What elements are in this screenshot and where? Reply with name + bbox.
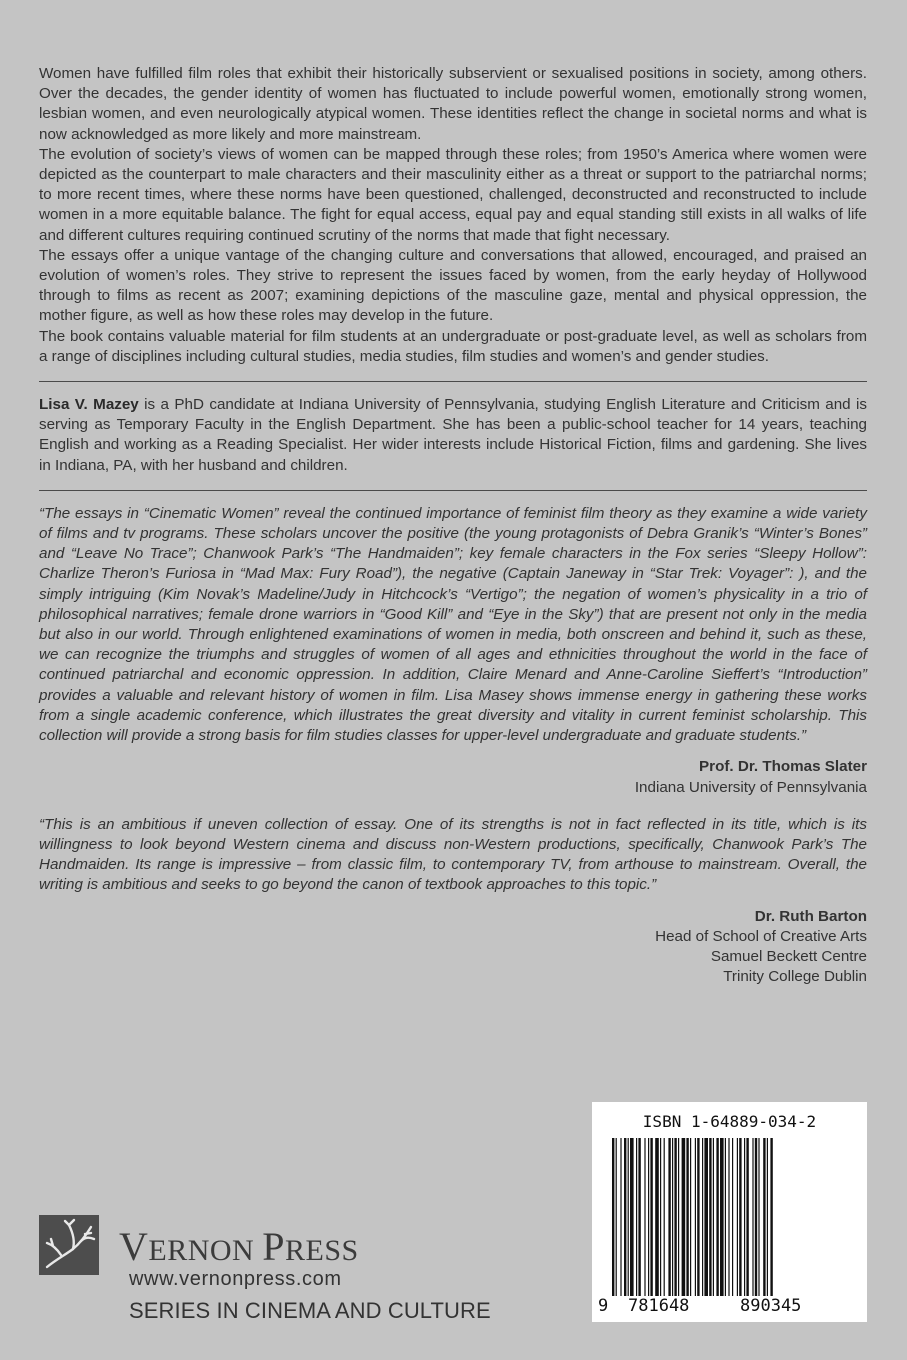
review-quote: “This is an ambitious if uneven collection of essay. One of its strengths is not in fact reflected in its title, which is its willingness to look beyond Western cinema and discuss non-Western productions, specifically, Chanwook Park’s The Handmaiden. Its range is impressive – from classic film, to contemporary TV, from arthouse to mainstream. Overall, the writing is ambitious and seeks to go beyond the canon of textbook approaches to this topic.” bbox=[39, 815, 867, 894]
publisher-url: www.vernonpress.com bbox=[129, 1268, 342, 1290]
barcode-bar bbox=[636, 1138, 637, 1296]
barcode-bar bbox=[758, 1138, 759, 1296]
reviewer-affiliation: Head of School of Creative Arts bbox=[655, 927, 867, 945]
reviewer-affiliation: Indiana University of Pennsylvania bbox=[634, 778, 867, 796]
barcode-bar bbox=[744, 1138, 745, 1296]
barcode-bar bbox=[668, 1138, 670, 1296]
description-paragraph-3: The essays offer a unique vantage of the changing culture and conversations that allowed, encouraged, and praised an evolution of women’s roles. They strive to represent the issues faced by women, from the early heyday of Hollywood through to films as recent as 2007; examining depictions of the masculine gaze, mental and physical oppression, the mother figure, as well as how these roles may develop in the future. bbox=[39, 246, 867, 325]
series-title: SERIES IN CINEMA AND CULTURE bbox=[129, 1298, 491, 1323]
description-paragraph-1: Women have fulfilled film roles that exhibit their historically subservient or sexualised positions in society, among others. Over the decades, the gender identity of women has fluctuated to include powerful women, emotionally strong women, lesbian women, and even neurologically atypical women. These identities reflect the change in societal norms and what is now acknowledged as more likely and more mainstream. bbox=[39, 65, 867, 143]
barcode-bar bbox=[650, 1138, 652, 1296]
barcode-bar bbox=[713, 1138, 714, 1296]
barcode-bar bbox=[616, 1138, 617, 1296]
barcode-bar bbox=[737, 1138, 738, 1296]
barcode-bar bbox=[690, 1138, 691, 1296]
author-bio bbox=[39, 395, 867, 476]
barcode-bar bbox=[732, 1138, 733, 1296]
ean-left-group: 781648 bbox=[628, 1296, 690, 1316]
barcode-bar bbox=[709, 1138, 711, 1296]
barcode-bar bbox=[767, 1138, 768, 1296]
review-1 bbox=[39, 504, 867, 798]
barcode-bar bbox=[697, 1138, 699, 1296]
barcode-bar bbox=[755, 1138, 757, 1296]
barcode-bar bbox=[695, 1138, 696, 1296]
barcode-bar bbox=[739, 1138, 741, 1296]
barcode-bar bbox=[648, 1138, 649, 1296]
reviewer-affiliation: Samuel Beckett Centre bbox=[710, 947, 867, 965]
book-description bbox=[39, 64, 867, 367]
barcode-bar bbox=[763, 1138, 765, 1296]
ean-right-group: 890345 bbox=[740, 1296, 802, 1316]
barcode-bar bbox=[664, 1138, 665, 1296]
review-attribution bbox=[39, 757, 867, 797]
barcode-bar bbox=[678, 1138, 679, 1296]
review-quote: “The essays in “Cinematic Women” reveal the continued importance of feminist film theory as they examine a wide variety of films and tv programs. These scholars uncover the positive (the young protagonists of Debra Granik’s “Winter’s Bones” and “Leave No Trace”; Chanwook Park’s “The Handmaiden”; key female characters in the Fox series “Sleepy Hollow”: Charlize Theron’s Furiosa in “Mad Max: Fury Road”), the negative (Captain Janeway in “Star Trek: Voyager”: ), and the simply intriguing (Kim Novak’s Madeline/Judy in Hitchcock’s “Vertigo”; the negation of women’s physicality in a trio of philosophical narratives; female drone warriors in “Good Kill” and “Eye in the Sky”) that are present not only in the media but also in our world. Through enlightened examinations of women in media, both onscreen and behind it, such as these, we can recognize the triumphs and struggles of women of all ages and ethnicities throughout the world in the face of continued patriarchal and economic oppression. In addition, Claire Menard and Anne-Caroline Sieffert’s “Introduction” provides a valuable and relevant history of women in film. Lisa Masey shows immense energy in gathering these works from a single academic conference, which illustrates the great diversity and vitality in current feminist scholarship. This collection will provide a strong basis for film studies classes for upper-level undergraduate and graduate students.” bbox=[39, 504, 867, 745]
author-bio-text: is a PhD candidate at Indiana University of Pennsylvania, studying English Literature and Criticism and is serving as Temporary Faculty in the English Department. She has been a public-school teacher for 14 years, teaching English and working as a Reading Specialist. Her wider interests include Historical Fiction, films and gardening. She lives in Indiana, PA, with her husband and children. bbox=[39, 396, 867, 474]
barcode-bar bbox=[612, 1138, 614, 1296]
barcode-bar bbox=[660, 1138, 661, 1296]
barcode-bar bbox=[674, 1138, 676, 1296]
barcode-bar bbox=[630, 1138, 634, 1296]
barcode-bar bbox=[746, 1138, 748, 1296]
barcode-bar bbox=[682, 1138, 686, 1296]
barcode-bar bbox=[672, 1138, 673, 1296]
tree-icon bbox=[39, 1215, 99, 1275]
isbn-label: ISBN 1-64889-034-2 bbox=[642, 1112, 817, 1131]
reviewer-affiliation: Trinity College Dublin bbox=[723, 968, 867, 986]
barcode-bar bbox=[716, 1138, 718, 1296]
barcode-bar bbox=[728, 1138, 729, 1296]
barcode-bar bbox=[624, 1138, 626, 1296]
review-2 bbox=[39, 815, 867, 988]
barcode-bar bbox=[644, 1138, 645, 1296]
divider-1 bbox=[39, 381, 867, 382]
barcode-bar bbox=[725, 1138, 726, 1296]
barcode-bar bbox=[638, 1138, 640, 1296]
author-name: Lisa V. Mazey bbox=[39, 396, 139, 414]
barcode-bar bbox=[720, 1138, 724, 1296]
barcode-bar bbox=[752, 1138, 753, 1296]
review-attribution bbox=[39, 907, 867, 988]
ean-first-digit: 9 bbox=[598, 1296, 609, 1316]
barcode-bar bbox=[620, 1138, 621, 1296]
reviewer-name: Dr. Ruth Barton bbox=[754, 907, 867, 925]
barcode-bar bbox=[686, 1138, 688, 1296]
description-paragraph-4: The book contains valuable material for film students at an undergraduate or post-graduate level, as well as scholars from a range of disciplines including cultural studies, media studies, film studies and women’s and gender studies. bbox=[39, 327, 867, 365]
barcode-bar bbox=[702, 1138, 703, 1296]
barcode-bar bbox=[628, 1138, 629, 1296]
description-paragraph-2: The evolution of society’s views of women can be mapped through these roles; from 1950’s America where women were depicted as the counterpart to male characters and their masculinity either as a threat or support to the patriarchal norms; to more recent times, where these norms have been questioned, challenged, deconstructed and reconstructed to include women in a more equitable balance. The fight for equal access, equal pay and equal standing still exists in all walks of life and different cultures requiring continued scrutiny of the norms that made that fight necessary. bbox=[39, 145, 867, 244]
barcode-bar bbox=[704, 1138, 708, 1296]
reviewer-name: Prof. Dr. Thomas Slater bbox=[699, 758, 867, 776]
barcode-bars bbox=[612, 1138, 847, 1296]
publisher-name: VERNON PRESS bbox=[119, 1224, 359, 1269]
divider-2 bbox=[39, 490, 867, 491]
isbn-barcode bbox=[592, 1102, 867, 1322]
barcode-bar bbox=[770, 1138, 772, 1296]
back-cover-content bbox=[39, 64, 867, 987]
barcode-bar bbox=[655, 1138, 659, 1296]
